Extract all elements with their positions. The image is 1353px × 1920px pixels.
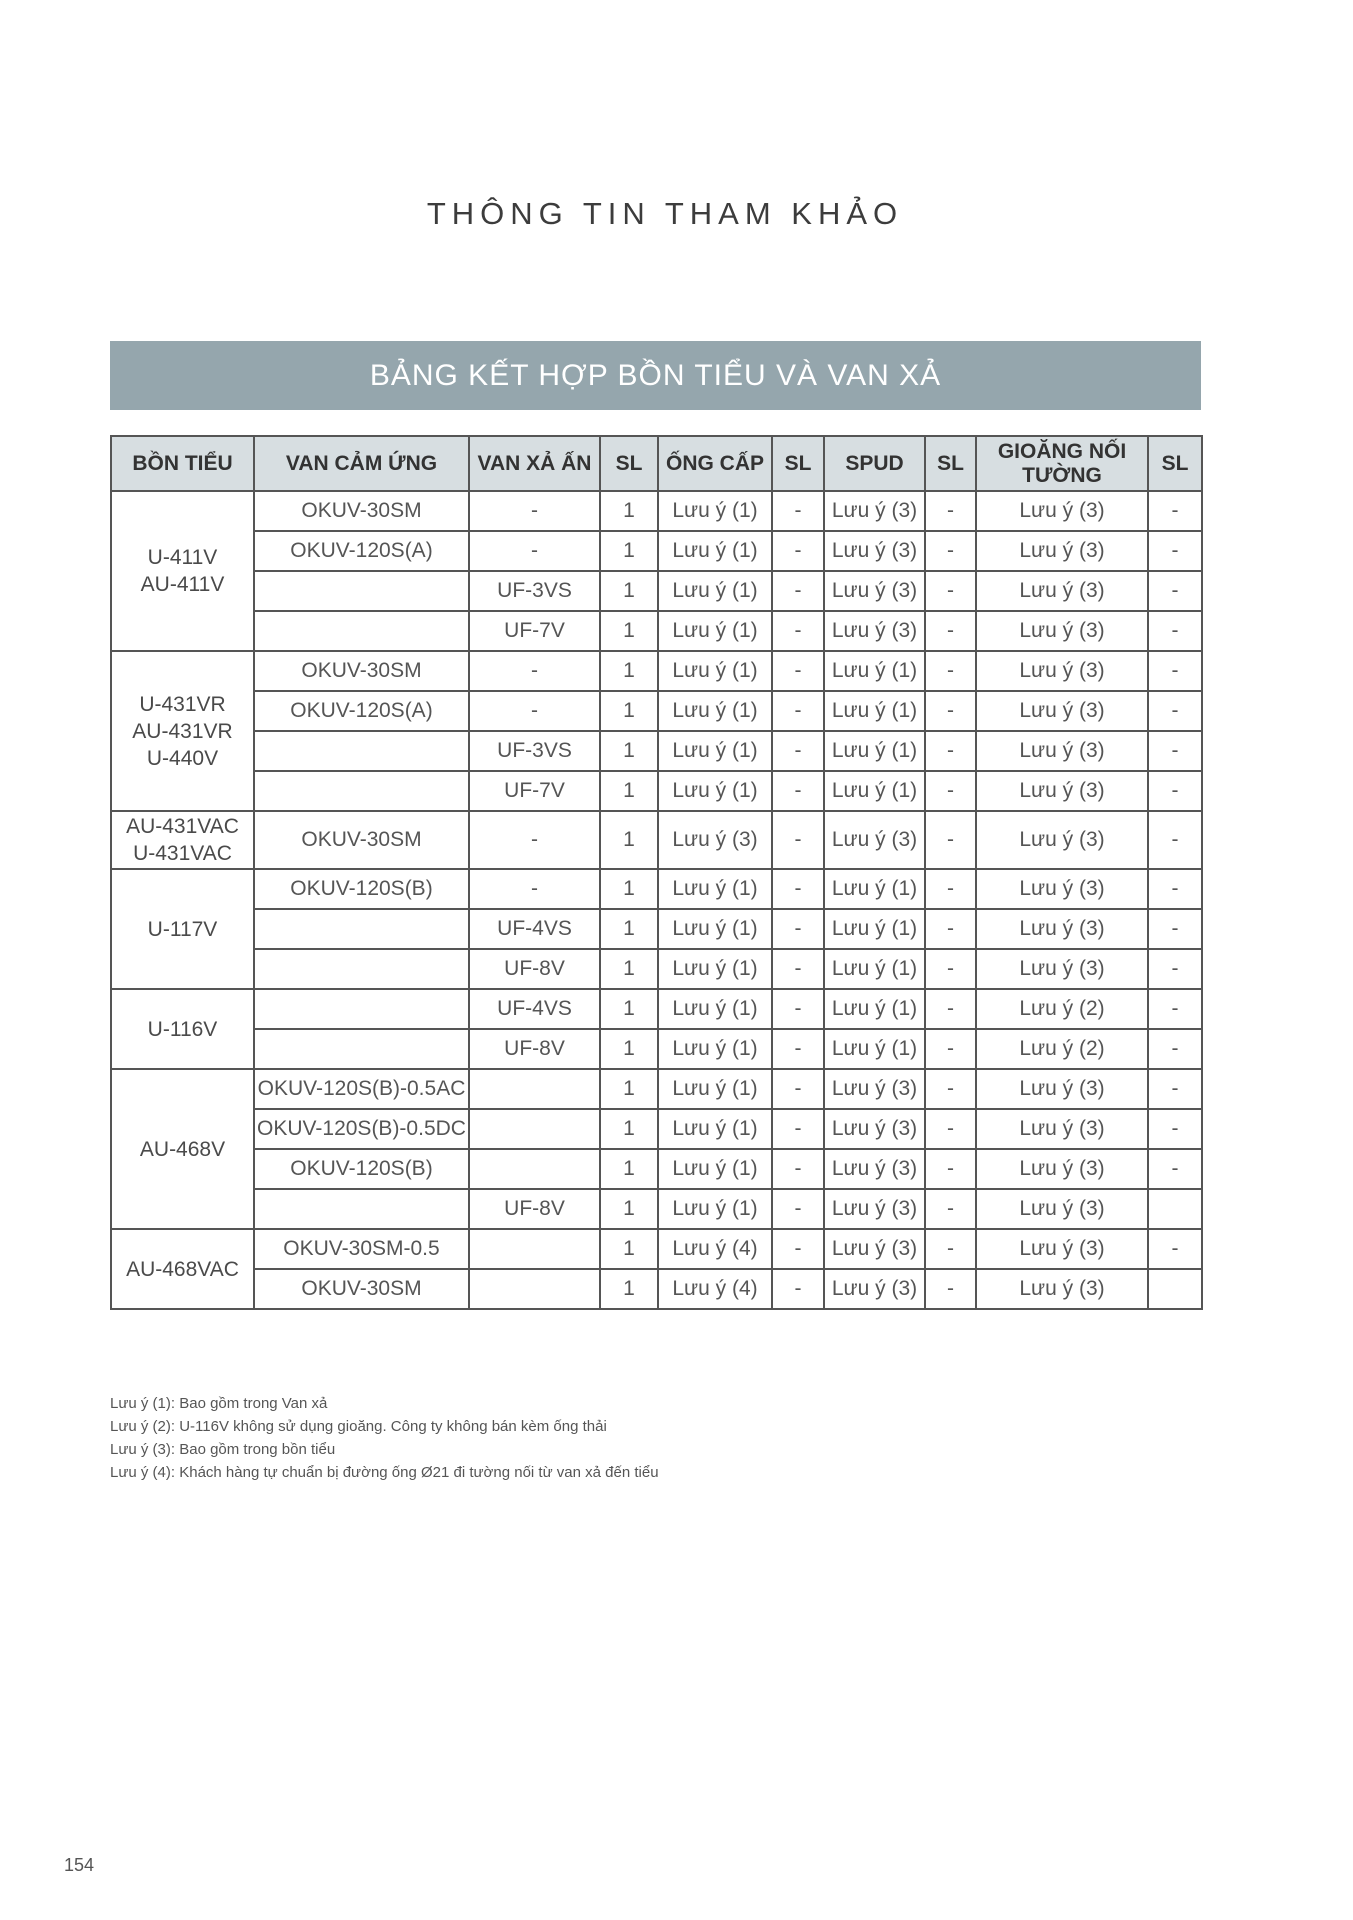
table-cell: -: [772, 691, 824, 731]
table-cell: [469, 1069, 600, 1109]
model-name: U-431VR: [139, 692, 226, 716]
model-name: U-117V: [147, 917, 218, 941]
table-cell: Lưu ý (2): [976, 989, 1148, 1029]
table-cell: Lưu ý (1): [824, 989, 925, 1029]
table-cell: Lưu ý (3): [976, 571, 1148, 611]
table-cell: -: [1148, 771, 1202, 811]
table-cell: Lưu ý (3): [976, 491, 1148, 531]
table-row: [111, 651, 1202, 691]
table-cell: Lưu ý (3): [824, 811, 925, 869]
table-cell: Lưu ý (1): [824, 651, 925, 691]
table-cell: [469, 1229, 600, 1269]
table-cell: [469, 1149, 600, 1189]
model-cell: [111, 651, 254, 811]
table-cell: -: [925, 1029, 976, 1069]
table-row: [111, 1109, 1202, 1149]
table-cell: Lưu ý (3): [824, 1069, 925, 1109]
table-cell: -: [925, 571, 976, 611]
table-cell: OKUV-30SM-0.5: [254, 1229, 469, 1269]
table-row: [111, 531, 1202, 571]
table-cell: -: [772, 949, 824, 989]
table-cell: UF-8V: [469, 1029, 600, 1069]
table-cell: -: [772, 1269, 824, 1309]
table-row: [111, 1189, 1202, 1229]
table-cell: 1: [600, 1149, 658, 1189]
table-cell: 1: [600, 731, 658, 771]
table-cell: 1: [600, 491, 658, 531]
table-cell: Lưu ý (1): [658, 571, 772, 611]
table-cell: -: [772, 909, 824, 949]
table-cell: UF-7V: [469, 771, 600, 811]
model-cell: [111, 869, 254, 989]
header-cell: SL: [772, 436, 824, 491]
table-cell: OKUV-120S(B)-0.5AC: [254, 1069, 469, 1109]
note-line: Lưu ý (4): Khách hàng tự chuẩn bị đường ống Ø21 đi tường nối từ van xả đến tiểu: [110, 1464, 659, 1481]
table-cell: -: [925, 691, 976, 731]
table-row: [111, 811, 1202, 869]
table-cell: Lưu ý (1): [824, 909, 925, 949]
table-cell: Lưu ý (3): [824, 1229, 925, 1269]
table-cell: -: [925, 1149, 976, 1189]
table-cell: -: [1148, 1149, 1202, 1189]
table-row: [111, 1069, 1202, 1109]
table-cell: Lưu ý (3): [824, 1149, 925, 1189]
table-cell: -: [469, 869, 600, 909]
table-cell: Lưu ý (3): [976, 651, 1148, 691]
table-cell: Lưu ý (3): [976, 869, 1148, 909]
table-cell: Lưu ý (1): [658, 949, 772, 989]
table-title-banner: [110, 341, 1201, 410]
table-cell: 1: [600, 691, 658, 731]
table-cell: Lưu ý (3): [976, 1109, 1148, 1149]
table-cell: [254, 771, 469, 811]
table-cell: 1: [600, 611, 658, 651]
table-cell: Lưu ý (1): [658, 771, 772, 811]
table-cell: -: [772, 771, 824, 811]
table-cell: Lưu ý (1): [658, 1069, 772, 1109]
table-cell: -: [772, 1149, 824, 1189]
table-cell: -: [1148, 949, 1202, 989]
table-cell: Lưu ý (4): [658, 1269, 772, 1309]
note-line: Lưu ý (1): Bao gồm trong Van xả: [110, 1395, 328, 1412]
table-cell: -: [1148, 531, 1202, 571]
note-line: Lưu ý (3): Bao gồm trong bồn tiểu: [110, 1441, 336, 1458]
header-cell: SL: [1148, 436, 1202, 491]
table-cell: -: [1148, 1029, 1202, 1069]
table-cell: [254, 1189, 469, 1229]
table-cell: -: [925, 949, 976, 989]
model-name: U-116V: [147, 1017, 218, 1041]
table-cell: Lưu ý (1): [658, 909, 772, 949]
page-number: 154: [64, 1855, 95, 1875]
table-row: [111, 949, 1202, 989]
table-cell: -: [469, 651, 600, 691]
model-cell: [111, 989, 254, 1069]
table-cell: -: [1148, 651, 1202, 691]
table-cell: -: [1148, 989, 1202, 1029]
table-cell: Lưu ý (3): [976, 691, 1148, 731]
table-row: [111, 1229, 1202, 1269]
table-cell: -: [925, 531, 976, 571]
table-row: [111, 989, 1202, 1029]
model-name: AU-431VAC: [126, 815, 239, 838]
model-name: AU-431VR: [132, 719, 233, 743]
table-cell: [254, 949, 469, 989]
table-cell: -: [1148, 1069, 1202, 1109]
table-cell: Lưu ý (3): [824, 571, 925, 611]
table-cell: [254, 611, 469, 651]
table-cell: Lưu ý (1): [658, 611, 772, 651]
table-cell: -: [925, 1269, 976, 1309]
table-cell: Lưu ý (3): [976, 1149, 1148, 1189]
table-cell: Lưu ý (3): [976, 731, 1148, 771]
table-cell: Lưu ý (3): [976, 771, 1148, 811]
table-cell: Lưu ý (3): [976, 531, 1148, 571]
table-cell: -: [1148, 811, 1202, 869]
table-cell: -: [925, 909, 976, 949]
combination-table: [110, 435, 1203, 1310]
table-cell: UF-3VS: [469, 731, 600, 771]
table-cell: OKUV-120S(A): [254, 691, 469, 731]
table-cell: Lưu ý (4): [658, 1229, 772, 1269]
table-cell: -: [925, 1229, 976, 1269]
table-cell: -: [925, 869, 976, 909]
table-cell: [469, 1109, 600, 1149]
table-cell: [1148, 1269, 1202, 1309]
table-cell: Lưu ý (3): [824, 1269, 925, 1309]
header-cell: SPUD: [824, 436, 925, 491]
table-cell: -: [1148, 611, 1202, 651]
model-name: AU-468VAC: [126, 1257, 239, 1281]
table-cell: -: [772, 1069, 824, 1109]
table-cell: -: [469, 811, 600, 869]
table-cell: Lưu ý (1): [658, 1109, 772, 1149]
table-cell: Lưu ý (2): [976, 1029, 1148, 1069]
header-cell: SL: [925, 436, 976, 491]
table-cell: Lưu ý (1): [824, 691, 925, 731]
table-cell: Lưu ý (3): [976, 1189, 1148, 1229]
table-cell: -: [772, 571, 824, 611]
table-cell: Lưu ý (1): [658, 1149, 772, 1189]
table-cell: 1: [600, 989, 658, 1029]
table-cell: -: [772, 1229, 824, 1269]
table-cell: OKUV-30SM: [254, 651, 469, 691]
model-cell: [111, 811, 254, 869]
table-cell: -: [925, 989, 976, 1029]
table-cell: 1: [600, 909, 658, 949]
table-row: [111, 491, 1202, 531]
table-cell: Lưu ý (1): [824, 949, 925, 989]
table-cell: Lưu ý (3): [976, 1269, 1148, 1309]
table-cell: Lưu ý (3): [976, 1229, 1148, 1269]
table-title: BẢNG KẾT HỢP BỒN TIỂU VÀ VAN XẢ: [369, 358, 942, 392]
table-cell: Lưu ý (3): [976, 1069, 1148, 1109]
table-cell: 1: [600, 571, 658, 611]
table-cell: Lưu ý (1): [658, 491, 772, 531]
table-cell: -: [772, 531, 824, 571]
table-row: [111, 611, 1202, 651]
table-cell: Lưu ý (1): [658, 989, 772, 1029]
table-cell: [254, 731, 469, 771]
header-cell: GIOĂNG NỐI TƯỜNG: [976, 436, 1148, 491]
table-cell: -: [1148, 1229, 1202, 1269]
table-cell: Lưu ý (1): [824, 1029, 925, 1069]
table-cell: OKUV-30SM: [254, 1269, 469, 1309]
table-cell: Lưu ý (1): [658, 651, 772, 691]
table-cell: Lưu ý (1): [824, 771, 925, 811]
table-cell: [469, 1269, 600, 1309]
table-cell: -: [469, 531, 600, 571]
table-cell: Lưu ý (1): [658, 731, 772, 771]
table-cell: 1: [600, 531, 658, 571]
table-cell: -: [469, 691, 600, 731]
table-cell: Lưu ý (1): [824, 731, 925, 771]
table-cell: [254, 571, 469, 611]
table-row: [111, 1149, 1202, 1189]
table-cell: [1148, 1189, 1202, 1229]
table-cell: Lưu ý (3): [824, 491, 925, 531]
table-cell: -: [925, 771, 976, 811]
table-cell: -: [925, 611, 976, 651]
table-row: [111, 869, 1202, 909]
table-cell: -: [1148, 869, 1202, 909]
table-cell: -: [772, 651, 824, 691]
table-cell: -: [1148, 571, 1202, 611]
table-cell: -: [772, 811, 824, 869]
table-body: [111, 491, 1202, 1309]
notes: [110, 1392, 659, 1484]
model-name: AU-411V: [140, 573, 225, 596]
note-line: Lưu ý (2): U-116V không sử dụng gioăng. Công ty không bán kèm ống thải: [110, 1418, 607, 1435]
table-cell: UF-3VS: [469, 571, 600, 611]
table-cell: -: [1148, 491, 1202, 531]
table-cell: OKUV-120S(B): [254, 869, 469, 909]
table-cell: [254, 909, 469, 949]
table-cell: -: [925, 1069, 976, 1109]
table-cell: [254, 989, 469, 1029]
header-cell: SL: [600, 436, 658, 491]
table-cell: -: [925, 811, 976, 869]
table-cell: Lưu ý (3): [824, 1109, 925, 1149]
table-cell: OKUV-120S(B): [254, 1149, 469, 1189]
table-cell: UF-8V: [469, 949, 600, 989]
model-name: U-411V: [147, 546, 218, 569]
table-cell: -: [772, 611, 824, 651]
table-cell: UF-4VS: [469, 909, 600, 949]
table-cell: -: [1148, 731, 1202, 771]
header-cell: ỐNG CẤP: [658, 436, 772, 491]
table-cell: Lưu ý (1): [658, 691, 772, 731]
header-cell: BỒN TIỂU: [111, 436, 254, 491]
table-cell: Lưu ý (1): [658, 1029, 772, 1069]
table-cell: -: [1148, 1109, 1202, 1149]
table-cell: -: [925, 731, 976, 771]
table-row: [111, 1269, 1202, 1309]
table-cell: 1: [600, 1029, 658, 1069]
table-cell: 1: [600, 811, 658, 869]
table-cell: OKUV-120S(B)-0.5DC: [254, 1109, 469, 1149]
model-name: AU-468V: [139, 1137, 226, 1161]
model-cell: [111, 1069, 254, 1229]
table-cell: [254, 1029, 469, 1069]
table-cell: -: [772, 1109, 824, 1149]
header-cell: VAN XẢ ẤN: [469, 436, 600, 491]
table-cell: -: [1148, 691, 1202, 731]
table-cell: Lưu ý (1): [658, 1189, 772, 1229]
table-cell: -: [772, 491, 824, 531]
header-cell: VAN CẢM ỨNG: [254, 436, 469, 491]
table-cell: Lưu ý (3): [824, 531, 925, 571]
table-cell: 1: [600, 1189, 658, 1229]
table-cell: Lưu ý (3): [976, 611, 1148, 651]
table-cell: 1: [600, 1269, 658, 1309]
table-cell: -: [1148, 909, 1202, 949]
table-row: [111, 691, 1202, 731]
table-cell: 1: [600, 1229, 658, 1269]
table-cell: -: [772, 869, 824, 909]
table-cell: -: [772, 1189, 824, 1229]
table-cell: -: [772, 989, 824, 1029]
table-cell: 1: [600, 1069, 658, 1109]
table-cell: Lưu ý (3): [658, 811, 772, 869]
table-cell: -: [925, 1189, 976, 1229]
table-cell: Lưu ý (3): [976, 811, 1148, 869]
table-cell: Lưu ý (3): [976, 949, 1148, 989]
table-row: [111, 771, 1202, 811]
table-cell: -: [469, 491, 600, 531]
table-row: [111, 909, 1202, 949]
table-cell: Lưu ý (1): [824, 869, 925, 909]
table-cell: -: [925, 491, 976, 531]
table-cell: UF-8V: [469, 1189, 600, 1229]
table-header-row: [111, 436, 1202, 491]
table-cell: -: [772, 1029, 824, 1069]
table-cell: UF-7V: [469, 611, 600, 651]
model-cell: [111, 1229, 254, 1309]
table-cell: Lưu ý (1): [658, 869, 772, 909]
table-cell: -: [772, 731, 824, 771]
table-cell: 1: [600, 949, 658, 989]
table-cell: OKUV-30SM: [254, 811, 469, 869]
table-row: [111, 571, 1202, 611]
table-cell: 1: [600, 771, 658, 811]
model-name: U-440V: [146, 746, 219, 770]
table-cell: 1: [600, 869, 658, 909]
table-row: [111, 731, 1202, 771]
table-cell: 1: [600, 1109, 658, 1149]
table-cell: Lưu ý (1): [658, 531, 772, 571]
model-cell: [111, 491, 254, 651]
table-cell: OKUV-120S(A): [254, 531, 469, 571]
table-cell: Lưu ý (3): [824, 611, 925, 651]
table-cell: Lưu ý (3): [976, 909, 1148, 949]
table-cell: 1: [600, 651, 658, 691]
page-title: THÔNG TIN THAM KHẢO: [426, 196, 904, 231]
table-row: [111, 1029, 1202, 1069]
table-cell: UF-4VS: [469, 989, 600, 1029]
model-name: U-431VAC: [133, 842, 232, 865]
table-cell: Lưu ý (3): [824, 1189, 925, 1229]
table-cell: -: [925, 651, 976, 691]
table-cell: OKUV-30SM: [254, 491, 469, 531]
table-cell: -: [925, 1109, 976, 1149]
